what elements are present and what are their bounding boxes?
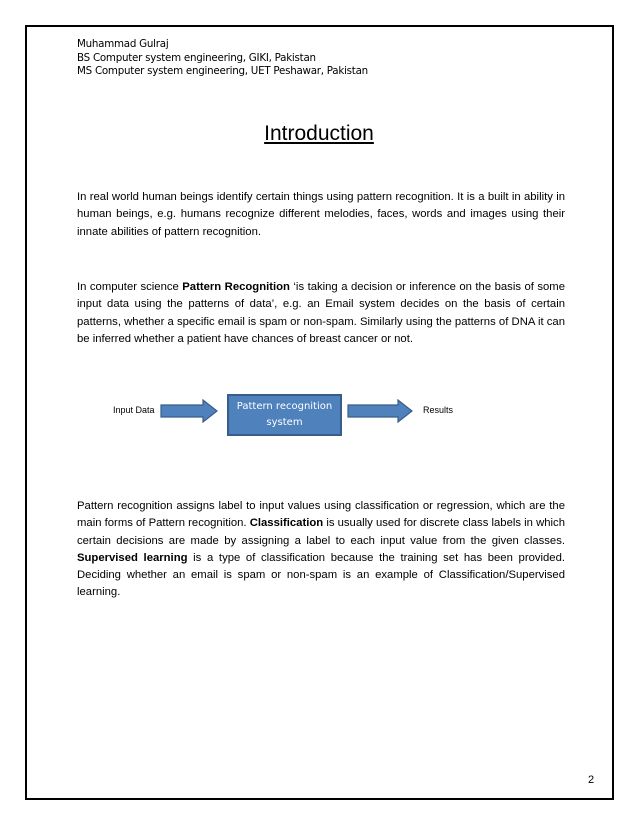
paragraph-classification — [77, 498, 565, 602]
pattern-recognition-system-box — [227, 394, 342, 436]
page-title-container — [0, 122, 638, 146]
paragraph-intro: In real world human beings identify certain things using pattern recognition. It is a built in ability in human beings, e.g. humans recognize different melodies, faces, words and images using their innate abilities of pattern recognition. — [77, 191, 565, 238]
paragraph-classification-part3: is a type of classification because the training set has been provided. Deciding whether an email is spam or non-spam is an example of Classification/Supervised learning. — [77, 551, 566, 599]
header-degree-bs: BS Computer system engineering, GIKI, Pakistan — [77, 51, 316, 64]
term-pattern-recognition: Pattern Recognition — [182, 281, 290, 293]
results-label: Results — [423, 405, 454, 415]
header-degree-ms: MS Computer system engineering, UET Peshawar, Pakistan — [77, 65, 368, 77]
document-header — [77, 38, 368, 79]
page-title: Introduction — [264, 122, 374, 145]
header-author: Muhammad Gulraj — [77, 38, 169, 50]
output-arrow-icon — [347, 399, 415, 423]
input-arrow-icon — [160, 399, 220, 423]
input-data-label: Input Data — [113, 405, 155, 415]
pattern-recognition-diagram — [0, 388, 638, 438]
box-label-line2: system — [266, 417, 303, 428]
paragraph-definition-start: In computer science — [77, 281, 183, 293]
paragraph-classification-part1: Pattern recognition assigns label to input values using classification or regression, which are the main forms of Pattern recognition. — [77, 500, 565, 530]
term-supervised-learning: Supervised learning — [77, 551, 188, 564]
term-classification: Classification — [249, 517, 324, 530]
paragraph-definition-rest: ‘is taking a decision or inference on the basis of some input data using the patterns of data’, e.g. an Email system decides on the basis of certain patterns, whether a specific email is spam or non-spam. Similarly using the patterns of DNA it can be inferred whether a patient have chances of breast cancer or not. — [77, 281, 565, 345]
box-label-line1: Pattern recognition — [236, 401, 333, 412]
page-number: 2 — [588, 774, 595, 786]
paragraph-definition — [77, 279, 565, 348]
paragraph-classification-part2: is usually used for discrete class labels in which certain decisions are made by assigning a label to each input value from the given classes. — [77, 517, 565, 547]
